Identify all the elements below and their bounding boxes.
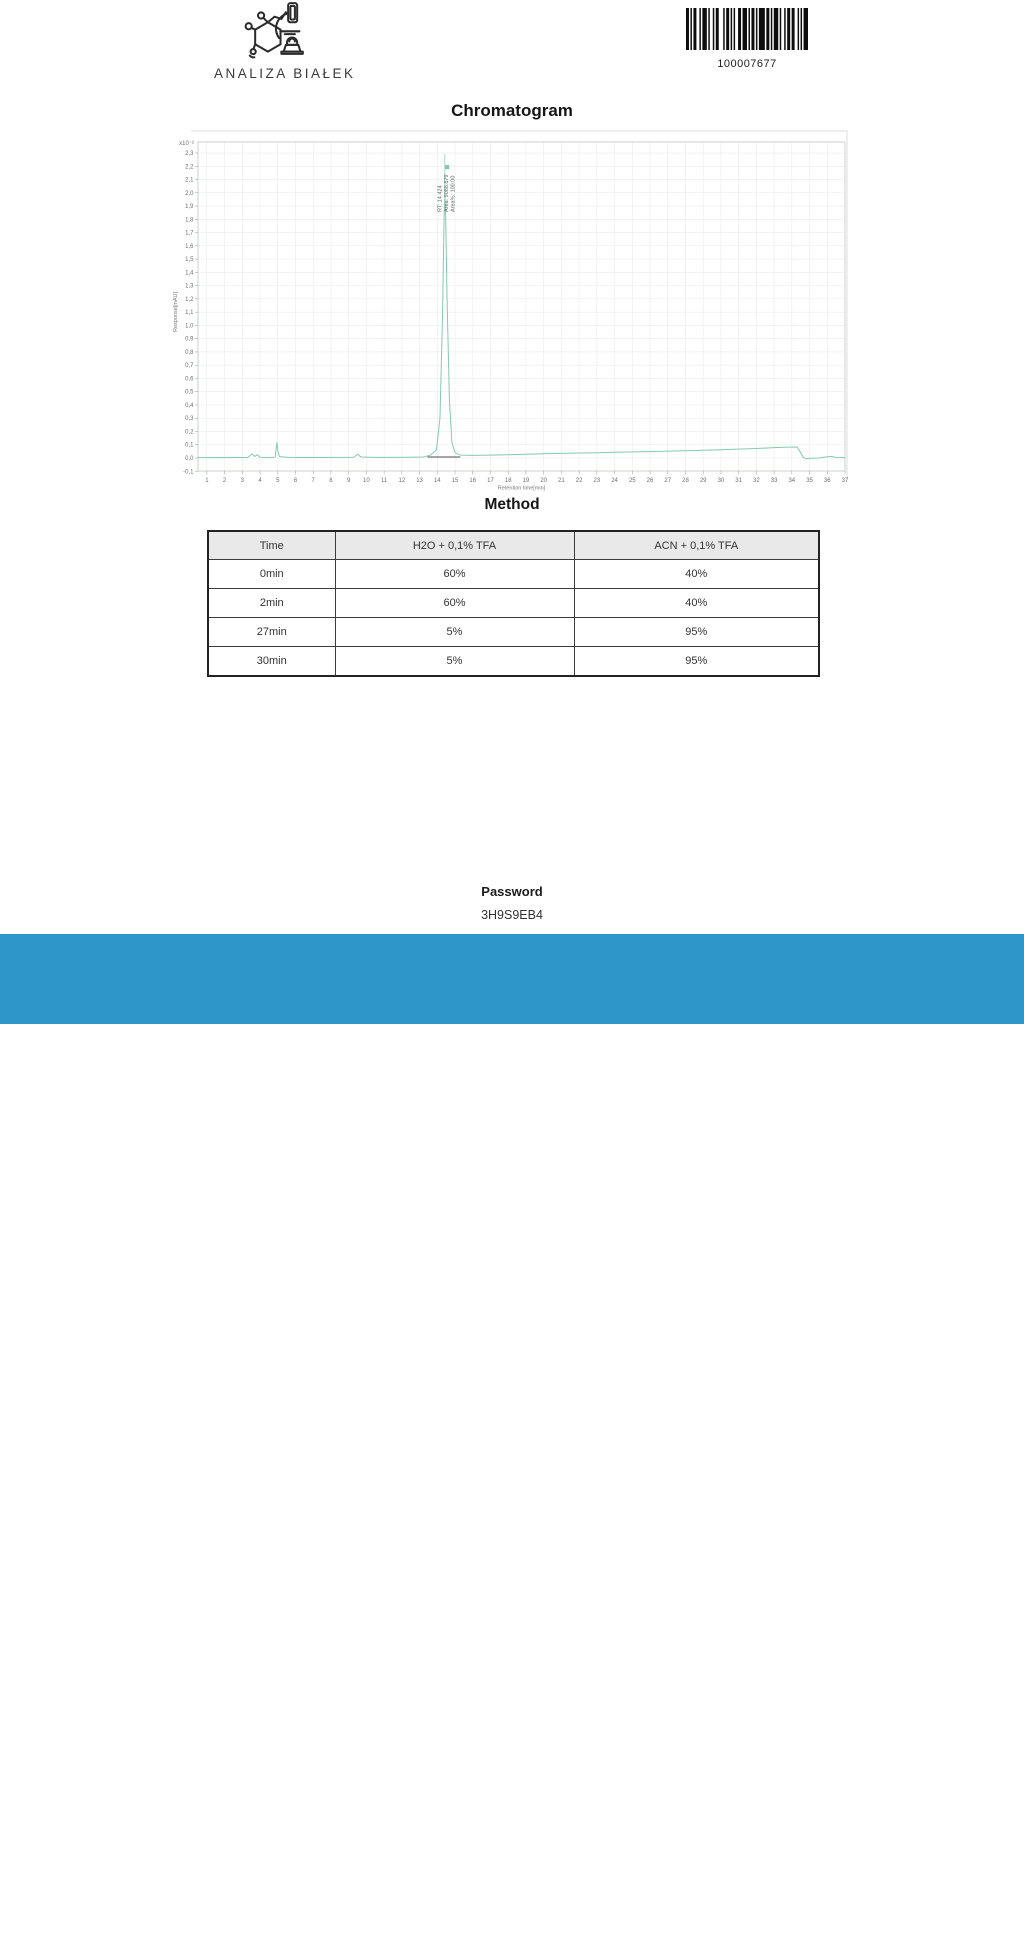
password-section [0,884,1024,922]
svg-text:2,3: 2,3 [185,151,194,158]
cell-h2o: 5% [335,647,574,677]
svg-text:20: 20 [540,478,548,484]
method-title: Method [484,496,540,513]
svg-text:27: 27 [664,478,672,484]
footer-company-name: Analiza Białek sp. z o.o. [218,1881,348,1893]
footer-company-block [218,1881,348,1935]
svg-text:23: 23 [593,478,601,484]
svg-text:30: 30 [717,478,725,484]
svg-text:12: 12 [398,478,406,484]
svg-text:36: 36 [823,478,831,484]
svg-text:0,9: 0,9 [185,336,194,343]
barcode [686,8,808,50]
svg-text:31: 31 [735,478,742,484]
chart-grid [198,142,845,471]
footer [0,934,1024,1934]
headquarters-label: Headquarters and Laboratory: [437,1889,610,1903]
cell-time: 0min [208,560,335,589]
cell-acn: 95% [574,618,819,647]
cell-acn: 95% [574,647,819,677]
svg-text:6: 6 [293,478,298,484]
footer-nip [218,1908,348,1922]
svg-text:9: 9 [346,478,351,484]
svg-text:28: 28 [682,478,689,484]
svg-text:2,2: 2,2 [185,164,194,171]
footer-headquarters-block [437,1890,609,1931]
footer-regon [218,1922,348,1935]
svg-text:1,2: 1,2 [185,296,194,303]
col-header-h2o: H2O + 0,1% TFA [335,531,574,560]
svg-text:1,3: 1,3 [185,283,194,290]
svg-text:19: 19 [522,478,530,484]
svg-text:5: 5 [276,478,280,484]
krs-label: KRS: [218,1894,247,1907]
svg-text:33: 33 [770,478,778,484]
nip-value: 8992922970 [244,1908,309,1921]
table-row [208,560,819,589]
col-header-time: Time [208,531,335,560]
cell-time: 27min [208,618,335,647]
col-header-acn: ACN + 0,1% TFA [574,531,819,560]
cell-h2o: 5% [335,618,574,647]
svg-text:11: 11 [381,478,388,484]
svg-text:17: 17 [487,478,494,484]
svg-text:35: 35 [806,478,813,484]
cell-h2o: 60% [335,560,574,589]
svg-text:25: 25 [628,478,636,484]
svg-text:29: 29 [699,478,707,484]
svg-text:3: 3 [240,478,244,484]
nip-label: NIP: [218,1908,241,1921]
svg-text:7: 7 [311,478,315,484]
svg-text:22: 22 [575,478,583,484]
y-axis-title: Response[mAU] [173,291,179,333]
barcode-block [686,8,808,70]
svg-text:1,6: 1,6 [185,243,194,250]
table-header-row [208,531,819,560]
chart-outer-frame [191,131,847,480]
cell-h2o: 60% [335,589,574,618]
svg-text:16: 16 [469,478,477,484]
table-row [208,589,819,618]
svg-text:0,7: 0,7 [185,363,194,370]
svg-text:-0,1: -0,1 [183,469,194,476]
svg-text:10: 10 [363,478,370,484]
chromatogram-trace [198,197,845,459]
svg-text:34: 34 [788,478,796,484]
svg-text:37: 37 [841,478,849,484]
technician-role: Analysis and research specialist [680,1903,844,1916]
technician-name: mgr Arkadiusz Zając [680,1917,785,1930]
peak-color-swatch [445,165,449,169]
svg-text:1,1: 1,1 [185,310,194,317]
svg-text:0,2: 0,2 [185,429,194,436]
svg-text:1,8: 1,8 [185,217,194,224]
svg-text:0,8: 0,8 [185,349,194,356]
footer-technician-block [680,1890,844,1931]
company-name: ANALIZA BIAŁEK [214,66,356,81]
molecule-microscope-icon [244,2,312,64]
password-value: 3H9S9EB4 [481,908,543,922]
svg-text:2: 2 [222,478,227,484]
svg-text:2,1: 2,1 [185,177,194,184]
chromatogram-chart [170,128,860,501]
headquarters-address: ul. Duńska 9, 54-427 Wrocław [437,1903,591,1916]
table-row [208,618,819,647]
cell-acn: 40% [574,560,819,589]
chart-data-layer [198,154,845,459]
svg-text:8: 8 [329,478,333,484]
svg-text:1,9: 1,9 [185,204,194,211]
svg-text:15: 15 [451,478,459,484]
svg-text:1,4: 1,4 [185,270,194,277]
barcode-number: 100007677 [717,58,777,70]
svg-text:0,4: 0,4 [185,402,194,409]
footer-krs [218,1895,348,1909]
chart-plot-frame [198,142,845,471]
svg-text:0,6: 0,6 [185,376,194,383]
svg-text:21: 21 [558,478,565,484]
krs-value: 0000966168 [249,1894,314,1907]
svg-text:26: 26 [646,478,654,484]
cell-acn: 40% [574,589,819,618]
regon-label: REGON: [218,1921,264,1934]
x-axis-title: Retention time[min] [497,485,546,492]
peak-annotation [438,165,457,212]
svg-text:18: 18 [504,478,512,484]
regon-value: 521751875 [267,1921,325,1934]
chart-axis-ticks [183,151,849,484]
svg-text:2,0: 2,0 [185,190,194,197]
chromatogram-title: Chromatogram [451,101,573,120]
svg-text:0,0: 0,0 [185,456,194,462]
cell-time: 30min [208,647,335,677]
svg-text:4: 4 [258,478,262,484]
svg-text:1: 1 [205,478,209,484]
method-table [207,530,820,677]
svg-text:14: 14 [433,478,441,484]
technician-label: Lab technician: [680,1889,769,1903]
company-logo [214,2,356,81]
svg-text:0,5: 0,5 [185,389,194,396]
svg-text:1,7: 1,7 [185,230,194,237]
svg-text:13: 13 [416,478,423,484]
y-scale-label: x10⁻² [179,141,194,147]
cell-time: 2min [208,589,335,618]
svg-text:1,5: 1,5 [185,257,194,264]
svg-text:1,0: 1,0 [185,323,194,330]
peak-rt-label: RT: 14.424 [437,185,444,212]
peak-areapct-label: Area%: 100.00 [450,175,457,212]
table-row [208,647,819,677]
svg-text:24: 24 [611,478,618,484]
password-label: Password [481,884,543,899]
svg-text:0,3: 0,3 [185,416,194,423]
svg-text:0,1: 0,1 [185,442,194,449]
peak-area-label: Area: 9088.879 [444,174,450,212]
headquarters-building: Budynek DELTA [437,1917,521,1930]
svg-text:32: 32 [753,478,760,484]
